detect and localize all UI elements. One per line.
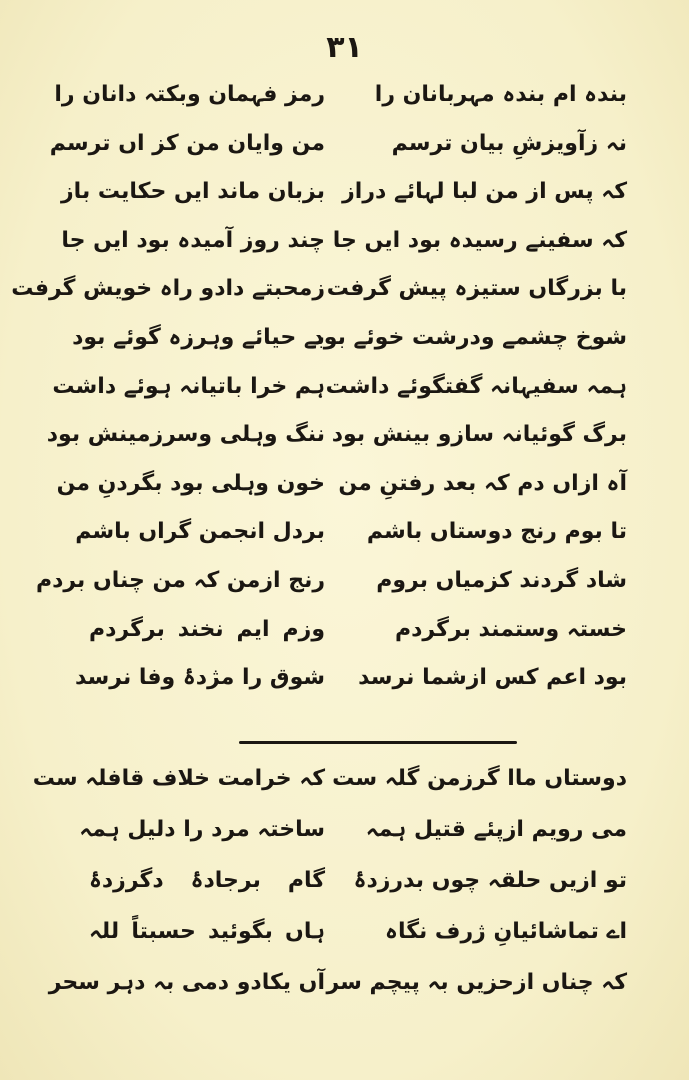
misra-second: شوق را مژدۂ وفا نرسد — [74, 665, 325, 691]
verse-row — [0, 78, 689, 127]
misra-first: بندہ ام بندہ مہربانان را — [374, 82, 627, 107]
verse-row — [0, 966, 689, 1017]
verse-row — [0, 418, 689, 467]
misra-second: ساختہ مرد را دلیل ہمہ — [79, 817, 325, 842]
verse-row — [0, 127, 689, 176]
verse-row — [0, 370, 689, 419]
misra-second: من وایان من کز اں ترسم — [49, 130, 325, 156]
misra-first: می رویم ازپئے قتیل ہمہ — [365, 817, 627, 842]
verse-row — [0, 467, 689, 516]
misra-first: خستہ وستمند برگردم — [395, 616, 627, 642]
verse-row — [0, 564, 689, 613]
misra-second: خون وہلی بود بگردنِ من — [56, 470, 325, 496]
misra-first: برگ گوئیانہ سازو بینش بود — [331, 422, 627, 448]
misra-first: آہ ازاں دم کہ بعد رفتنِ من — [338, 470, 627, 496]
misra-second: کہ خرامت خلاف قافلہ ست — [32, 766, 325, 791]
misra-second: چند روز آمیدہ بود ایں جا — [61, 227, 325, 253]
misra-second: رنج ازمن کہ من چناں بردم — [35, 567, 325, 593]
misra-second: گام برجادۂ دگرزدۂ — [89, 868, 325, 893]
misra-first: با بزرگاں ستیزہ پیش گرفت — [326, 276, 627, 302]
verse-row — [0, 915, 689, 966]
page-number: ۳۱ — [326, 30, 363, 65]
verse-row — [0, 224, 689, 273]
misra-first: اے تماشائیانِ ژرف نگاہ — [385, 919, 627, 944]
misra-first: نہ زآویزشِ بیان ترسم — [391, 130, 627, 156]
verse-row — [0, 613, 689, 662]
misra-second: وزم ایم نخند برگردم — [89, 616, 325, 642]
misra-first: شوخ چشمے ودرشت خوئے بود — [312, 324, 627, 350]
verse-row — [0, 762, 689, 813]
misra-first: تا بوم رنج دوستاں باشم — [366, 519, 627, 545]
verse-row — [0, 321, 689, 370]
misra-second: ہاں بگوئید حسبتاً للہ — [89, 919, 325, 944]
verse-row — [0, 813, 689, 864]
misra-second: بردل انجمن گراں باشم — [75, 519, 325, 545]
verse-row — [0, 515, 689, 564]
misra-second: زمحبتے دادو راہ خویش گرفت — [11, 276, 325, 302]
misra-second: ننگ وہلی وسرزمینش بود — [46, 422, 325, 448]
misra-first: دوستاں ماا گرزمن گلہ ست — [332, 766, 627, 791]
misra-second: بے حیائے وہرزہ گوئے بود — [72, 324, 325, 350]
misra-first: ہمہ سفیہانہ گفتگوئے داشت — [325, 373, 627, 399]
misra-first: کہ چناں ازحزیں بہ پیچم سر — [326, 970, 627, 995]
verse-row — [0, 272, 689, 321]
poem-section-top — [0, 78, 689, 710]
misra-first: بود اعم کس ازشما نرسد — [358, 665, 627, 691]
verse-row — [0, 175, 689, 224]
poem-section-bottom — [0, 762, 689, 1017]
section-divider — [239, 741, 517, 744]
misra-first: کہ پس از من لبا لہائے دراز — [342, 179, 627, 205]
misra-first: شاد گردند کزمیاں بروم — [376, 567, 627, 593]
misra-first: کہ سفینے رسیدہ بود ایں جا — [332, 227, 627, 253]
verse-row — [0, 661, 689, 710]
misra-second: ہم خرا باتیانہ ہوئے داشت — [52, 373, 325, 399]
verse-row — [0, 864, 689, 915]
misra-first: تو ازیں حلقہ چوں بدرزدۂ — [353, 868, 627, 893]
misra-second: آں یکادو دمی بہ دہر سحر — [48, 970, 325, 995]
misra-second: بزبان ماند ایں حکایت باز — [61, 179, 325, 205]
misra-second: رمز فہمان وبکتہ دانان را — [54, 82, 325, 107]
